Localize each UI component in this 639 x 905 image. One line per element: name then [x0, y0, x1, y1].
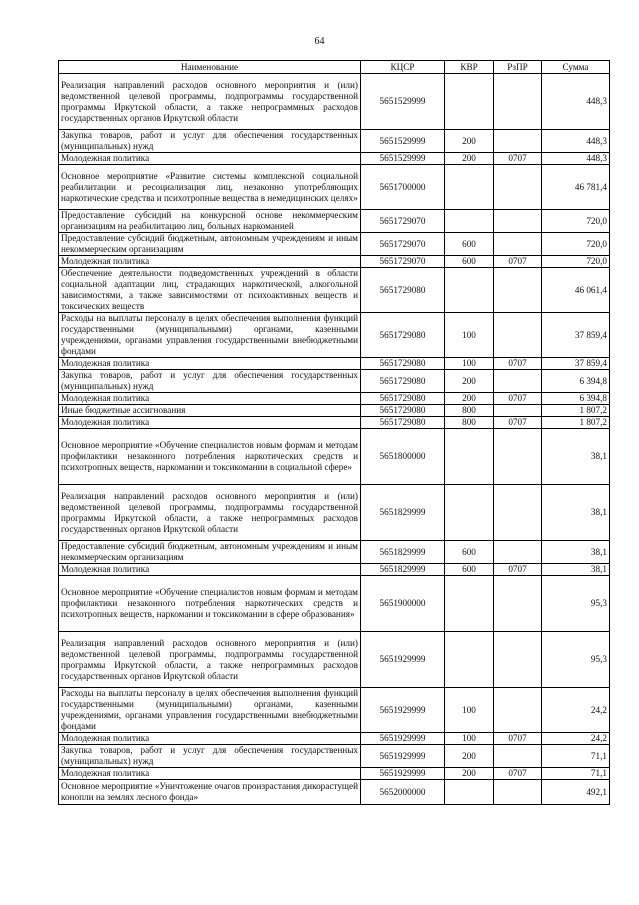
cell-kvr: 600 — [445, 233, 494, 256]
cell-name: Молодежная политика — [59, 256, 361, 268]
cell-kcsr: 5651829999 — [361, 485, 445, 541]
cell-kvr: 100 — [445, 733, 494, 745]
header-kcsr: КЦСР — [361, 61, 445, 74]
cell-kcsr: 5651829999 — [361, 541, 445, 564]
cell-kvr: 600 — [445, 541, 494, 564]
table-row — [59, 417, 610, 429]
cell-kcsr: 5651929999 — [361, 768, 445, 780]
cell-sum: 1 807,2 — [542, 405, 610, 417]
table-row — [59, 541, 610, 564]
table-row — [59, 485, 610, 541]
cell-name: Обеспечение деятельности подведомственных учреждений в области социальной адаптации лиц, страдающих наркотической, алкогольной зависимостями, а также зависимостями от психоактивных веществ и токсических веществ — [59, 268, 361, 313]
cell-sum: 492,1 — [542, 780, 610, 805]
cell-kcsr: 5651700000 — [361, 165, 445, 210]
cell-rzpr: 0707 — [494, 256, 542, 268]
cell-name: Реализация направлений расходов основного мероприятия и (или) ведомственной целевой программы, подпрограммы государственной программы Иркутской области, а также непрограммных расходов государственных органов Иркутской области — [59, 632, 361, 688]
budget-table — [58, 60, 610, 805]
cell-name: Основное мероприятие «Обучение специалистов новым формам и методам профилактики незаконного потребления наркотических средств и психотропных веществ, наркомании и токсикомании в сфере образования» — [59, 576, 361, 632]
cell-sum: 38,1 — [542, 541, 610, 564]
cell-kvr — [445, 268, 494, 313]
cell-rzpr: 0707 — [494, 393, 542, 405]
table-row — [59, 733, 610, 745]
cell-kcsr: 5651729080 — [361, 417, 445, 429]
cell-rzpr — [494, 429, 542, 485]
cell-rzpr — [494, 485, 542, 541]
cell-sum: 24,2 — [542, 733, 610, 745]
table-body — [59, 74, 610, 805]
cell-kcsr: 5651729080 — [361, 358, 445, 370]
cell-kvr: 200 — [445, 393, 494, 405]
cell-kvr — [445, 74, 494, 130]
table-row — [59, 780, 610, 805]
cell-kvr: 200 — [445, 130, 494, 153]
cell-sum: 71,1 — [542, 768, 610, 780]
cell-kvr: 600 — [445, 256, 494, 268]
cell-kcsr: 5651729080 — [361, 313, 445, 358]
cell-name: Расходы на выплаты персоналу в целях обеспечения выполнения функций государственными (муниципальными) органами, казенными учреждениями, органами управления государственными внебюджетными фондами — [59, 313, 361, 358]
table-row — [59, 268, 610, 313]
cell-name: Молодежная политика — [59, 564, 361, 576]
cell-name: Предоставление субсидий бюджетным, автономным учреждениям и иным некоммерческим организациям — [59, 233, 361, 256]
cell-sum: 720,0 — [542, 256, 610, 268]
cell-kcsr: 5651729070 — [361, 210, 445, 233]
cell-kcsr: 5652000000 — [361, 780, 445, 805]
cell-kcsr: 5651929999 — [361, 733, 445, 745]
table-row — [59, 130, 610, 153]
cell-rzpr: 0707 — [494, 733, 542, 745]
cell-kcsr: 5651529999 — [361, 153, 445, 165]
cell-rzpr — [494, 576, 542, 632]
cell-rzpr — [494, 688, 542, 733]
cell-kvr: 100 — [445, 688, 494, 733]
cell-sum: 46 061,4 — [542, 268, 610, 313]
cell-rzpr — [494, 268, 542, 313]
header-sum: Сумма — [542, 61, 610, 74]
cell-kvr — [445, 210, 494, 233]
table-row — [59, 74, 610, 130]
cell-sum: 95,3 — [542, 632, 610, 688]
cell-sum: 1 807,2 — [542, 417, 610, 429]
cell-name: Основное мероприятие «Уничтожение очагов произрастания дикорастущей конопли на землях лесного фонда» — [59, 780, 361, 805]
cell-kcsr: 5651729070 — [361, 233, 445, 256]
cell-kvr: 200 — [445, 153, 494, 165]
cell-sum: 46 781,4 — [542, 165, 610, 210]
cell-kvr: 200 — [445, 370, 494, 393]
table-row — [59, 210, 610, 233]
cell-rzpr — [494, 405, 542, 417]
header-rzpr: РзПР — [494, 61, 542, 74]
cell-name: Реализация направлений расходов основного мероприятия и (или) ведомственной целевой программы, подпрограммы государственной программы Иркутской области, а также непрограммных расходов государственных органов Иркутской области — [59, 74, 361, 130]
cell-kcsr: 5651929999 — [361, 632, 445, 688]
cell-sum: 37 859,4 — [542, 313, 610, 358]
cell-kcsr: 5651529999 — [361, 74, 445, 130]
cell-name: Молодежная политика — [59, 768, 361, 780]
cell-kvr — [445, 165, 494, 210]
cell-rzpr — [494, 233, 542, 256]
cell-name: Основное мероприятие «Развитие системы комплексной социальной реабилитации и ресоциализация лиц, незаконно употребляющих наркотические средства и психотропные вещества в немедицинских целях» — [59, 165, 361, 210]
cell-rzpr — [494, 74, 542, 130]
table-row — [59, 256, 610, 268]
table-row — [59, 564, 610, 576]
cell-kcsr: 5651729080 — [361, 370, 445, 393]
cell-kcsr: 5651729080 — [361, 405, 445, 417]
cell-name: Реализация направлений расходов основного мероприятия и (или) ведомственной целевой программы, подпрограммы государственной программы Иркутской области, а также непрограммных расходов государственных органов Иркутской области — [59, 485, 361, 541]
table-row — [59, 165, 610, 210]
cell-name: Расходы на выплаты персоналу в целях обеспечения выполнения функций государственными (муниципальными) органами, казенными учреждениями, органами управления государственными внебюджетными фондами — [59, 688, 361, 733]
cell-rzpr — [494, 130, 542, 153]
table-row — [59, 768, 610, 780]
table-row — [59, 632, 610, 688]
cell-kcsr: 5651729070 — [361, 256, 445, 268]
cell-kvr: 800 — [445, 417, 494, 429]
table-row — [59, 745, 610, 768]
table-row — [59, 370, 610, 393]
cell-name: Предоставление субсидий бюджетным, автономным учреждениям и иным некоммерческим организациям — [59, 541, 361, 564]
cell-sum: 448,3 — [542, 74, 610, 130]
cell-name: Основное мероприятие «Обучение специалистов новым формам и методам профилактики незаконного потребления наркотических средств и психотропных веществ, наркомании и токсикомании в социальной сфере» — [59, 429, 361, 485]
table-row — [59, 153, 610, 165]
cell-name: Закупка товаров, работ и услуг для обеспечения государственных (муниципальных) нужд — [59, 745, 361, 768]
cell-sum: 720,0 — [542, 210, 610, 233]
cell-sum: 95,3 — [542, 576, 610, 632]
cell-kcsr: 5651900000 — [361, 576, 445, 632]
table-row — [59, 429, 610, 485]
cell-kcsr: 5651529999 — [361, 130, 445, 153]
header-name: Наименование — [59, 61, 361, 74]
cell-kcsr: 5651829999 — [361, 564, 445, 576]
cell-name: Молодежная политика — [59, 358, 361, 370]
table-row — [59, 313, 610, 358]
page-number: 64 — [314, 36, 325, 47]
cell-sum: 6 394,8 — [542, 370, 610, 393]
table-row — [59, 393, 610, 405]
cell-rzpr — [494, 210, 542, 233]
table-row — [59, 405, 610, 417]
cell-name: Молодежная политика — [59, 153, 361, 165]
cell-kvr: 200 — [445, 745, 494, 768]
cell-rzpr — [494, 632, 542, 688]
cell-sum: 38,1 — [542, 564, 610, 576]
cell-rzpr — [494, 541, 542, 564]
table-row — [59, 688, 610, 733]
cell-sum: 448,3 — [542, 130, 610, 153]
cell-kvr: 600 — [445, 564, 494, 576]
cell-rzpr — [494, 313, 542, 358]
cell-kcsr: 5651800000 — [361, 429, 445, 485]
cell-rzpr: 0707 — [494, 153, 542, 165]
cell-sum: 720,0 — [542, 233, 610, 256]
cell-rzpr — [494, 370, 542, 393]
cell-rzpr: 0707 — [494, 358, 542, 370]
cell-rzpr: 0707 — [494, 564, 542, 576]
cell-sum: 38,1 — [542, 485, 610, 541]
cell-kcsr: 5651729080 — [361, 393, 445, 405]
cell-rzpr: 0707 — [494, 768, 542, 780]
cell-kvr: 100 — [445, 358, 494, 370]
cell-name: Молодежная политика — [59, 417, 361, 429]
cell-kvr — [445, 576, 494, 632]
cell-rzpr — [494, 165, 542, 210]
cell-sum: 38,1 — [542, 429, 610, 485]
header-row — [59, 61, 610, 74]
table-row — [59, 576, 610, 632]
table-row — [59, 358, 610, 370]
cell-sum: 448,3 — [542, 153, 610, 165]
table-row — [59, 233, 610, 256]
cell-rzpr — [494, 745, 542, 768]
cell-kcsr: 5651929999 — [361, 688, 445, 733]
cell-kvr — [445, 632, 494, 688]
cell-sum: 71,1 — [542, 745, 610, 768]
cell-kcsr: 5651929999 — [361, 745, 445, 768]
cell-kvr — [445, 429, 494, 485]
cell-name: Молодежная политика — [59, 393, 361, 405]
cell-kvr: 100 — [445, 313, 494, 358]
cell-kvr: 800 — [445, 405, 494, 417]
cell-name: Предоставление субсидий на конкурсной основе некоммерческим организациям на реабилитацию лиц, больных наркоманией — [59, 210, 361, 233]
cell-kvr: 200 — [445, 768, 494, 780]
cell-name: Закупка товаров, работ и услуг для обеспечения государственных (муниципальных) нужд — [59, 130, 361, 153]
cell-sum: 24,2 — [542, 688, 610, 733]
cell-kvr — [445, 780, 494, 805]
cell-kvr — [445, 485, 494, 541]
header-kvr: КВР — [445, 61, 494, 74]
cell-name: Закупка товаров, работ и услуг для обеспечения государственных (муниципальных) нужд — [59, 370, 361, 393]
cell-name: Молодежная политика — [59, 733, 361, 745]
cell-kcsr: 5651729080 — [361, 268, 445, 313]
cell-sum: 37 859,4 — [542, 358, 610, 370]
cell-rzpr — [494, 780, 542, 805]
cell-sum: 6 394,8 — [542, 393, 610, 405]
cell-name: Иные бюджетные ассигнования — [59, 405, 361, 417]
cell-rzpr: 0707 — [494, 417, 542, 429]
